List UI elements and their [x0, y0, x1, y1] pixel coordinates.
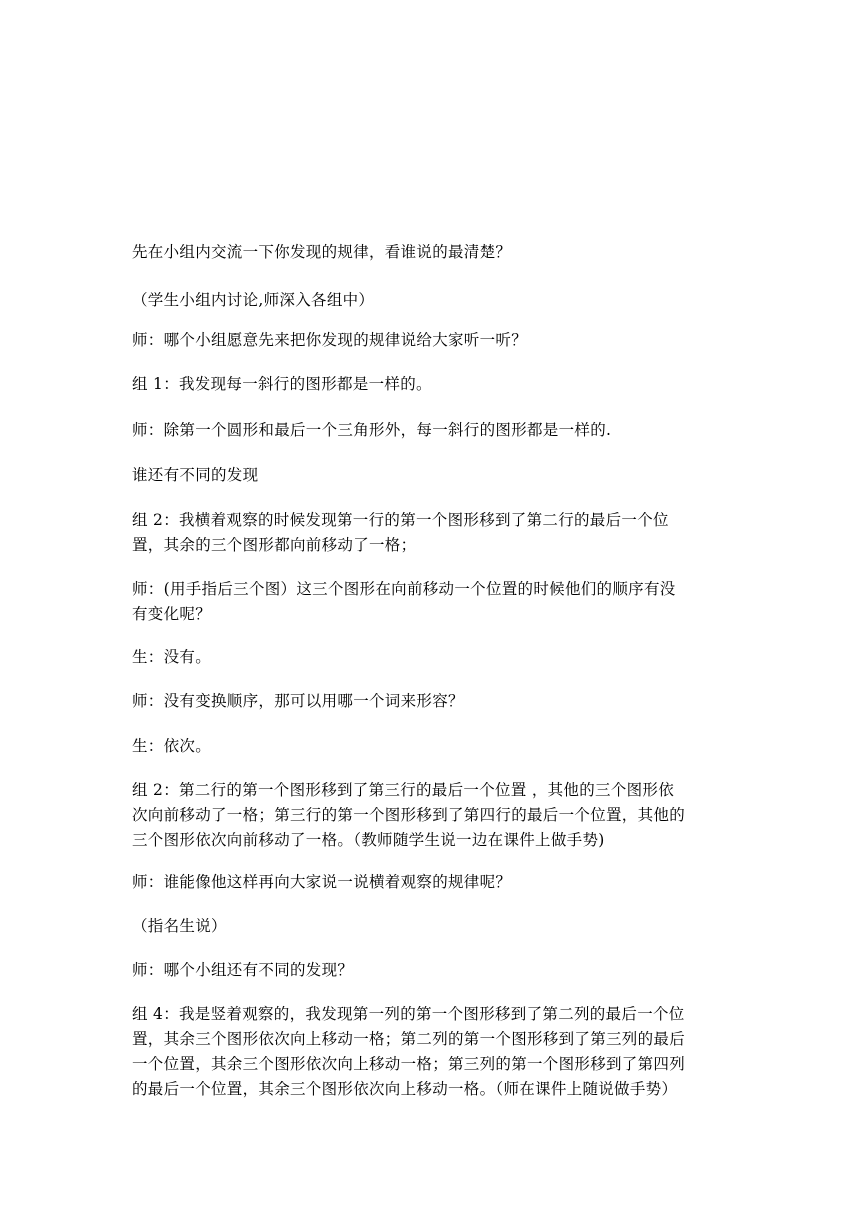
- text-line: 置，其余的三个图形都向前移动了一格；: [132, 536, 417, 554]
- paragraph-3: [132, 328, 732, 353]
- text-line: （学生小组内讨论,师深入各组中）: [132, 291, 375, 309]
- text-line: 师：(用手指后三个图）这三个图形在向前移动一个位置的时候他们的顺序有没: [132, 580, 676, 598]
- text-line: 一个位置，其余三个图形依次向上移动一格；第三列的第一个图形移到了第四列: [132, 1055, 686, 1073]
- paragraph-9: [132, 645, 732, 670]
- paragraph-15: [132, 958, 732, 983]
- text-line: 有变化呢？: [132, 605, 212, 623]
- text-line: 组 1：我发现每一斜行的图形都是一样的。: [132, 375, 432, 393]
- text-line: 置，其余三个图形依次向上移动一格；第二列的第一个图形移到了第三列的最后: [132, 1030, 686, 1048]
- text-line: 生：依次。: [132, 737, 212, 755]
- paragraph-16: [132, 1002, 732, 1102]
- paragraph-6: [132, 463, 732, 488]
- text-line: 谁还有不同的发现: [132, 466, 259, 484]
- paragraph-1: [132, 240, 732, 265]
- text-line: 师：除第一个圆形和最后一个三角形外，每一斜行的图形都是一样的.: [132, 421, 612, 439]
- text-line: 师：谁能像他这样再向大家说一说横着观察的规律呢？: [132, 873, 512, 891]
- text-line: 组 4：我是竖着观察的，我发现第一列的第一个图形移到了第二列的最后一个位: [132, 1005, 685, 1023]
- paragraph-11: [132, 734, 732, 759]
- text-line: 师：没有变换顺序，那可以用哪一个词来形容？: [132, 692, 464, 710]
- text-line: 次向前移动了一格；第三行的第一个图形移到了第四行的最后一个位置，其他的: [132, 806, 686, 824]
- paragraph-8: [132, 577, 732, 627]
- paragraph-14: [132, 914, 732, 939]
- paragraph-7: [132, 508, 732, 558]
- text-line: 生：没有。: [132, 648, 212, 666]
- paragraph-2: [132, 288, 732, 313]
- paragraph-13: [132, 870, 732, 895]
- text-line: 组 2：我横着观察的时候发现第一行的第一个图形移到了第二行的最后一个位: [132, 511, 669, 529]
- paragraph-12: [132, 778, 732, 853]
- paragraph-10: [132, 689, 732, 714]
- text-line: 三个图形依次向前移动了一格。（教师随学生说一边在课件上做手势): [132, 831, 605, 849]
- text-line: 组 2：第二行的第一个图形移到了第三行的最后一个位置 ，其他的三个图形依: [132, 781, 675, 799]
- text-line: 先在小组内交流一下你发现的规律，看谁说的最清楚？: [132, 243, 512, 261]
- paragraph-5: [132, 418, 732, 443]
- text-line: 的最后一个位置，其余三个图形依次向上移动一格。（师在课件上随说做手势）: [132, 1080, 678, 1098]
- text-line: （指名生说）: [132, 917, 227, 935]
- paragraph-4: [132, 372, 732, 397]
- text-line: 师：哪个小组愿意先来把你发现的规律说给大家听一听？: [132, 331, 528, 349]
- text-line: 师：哪个小组还有不同的发现？: [132, 961, 354, 979]
